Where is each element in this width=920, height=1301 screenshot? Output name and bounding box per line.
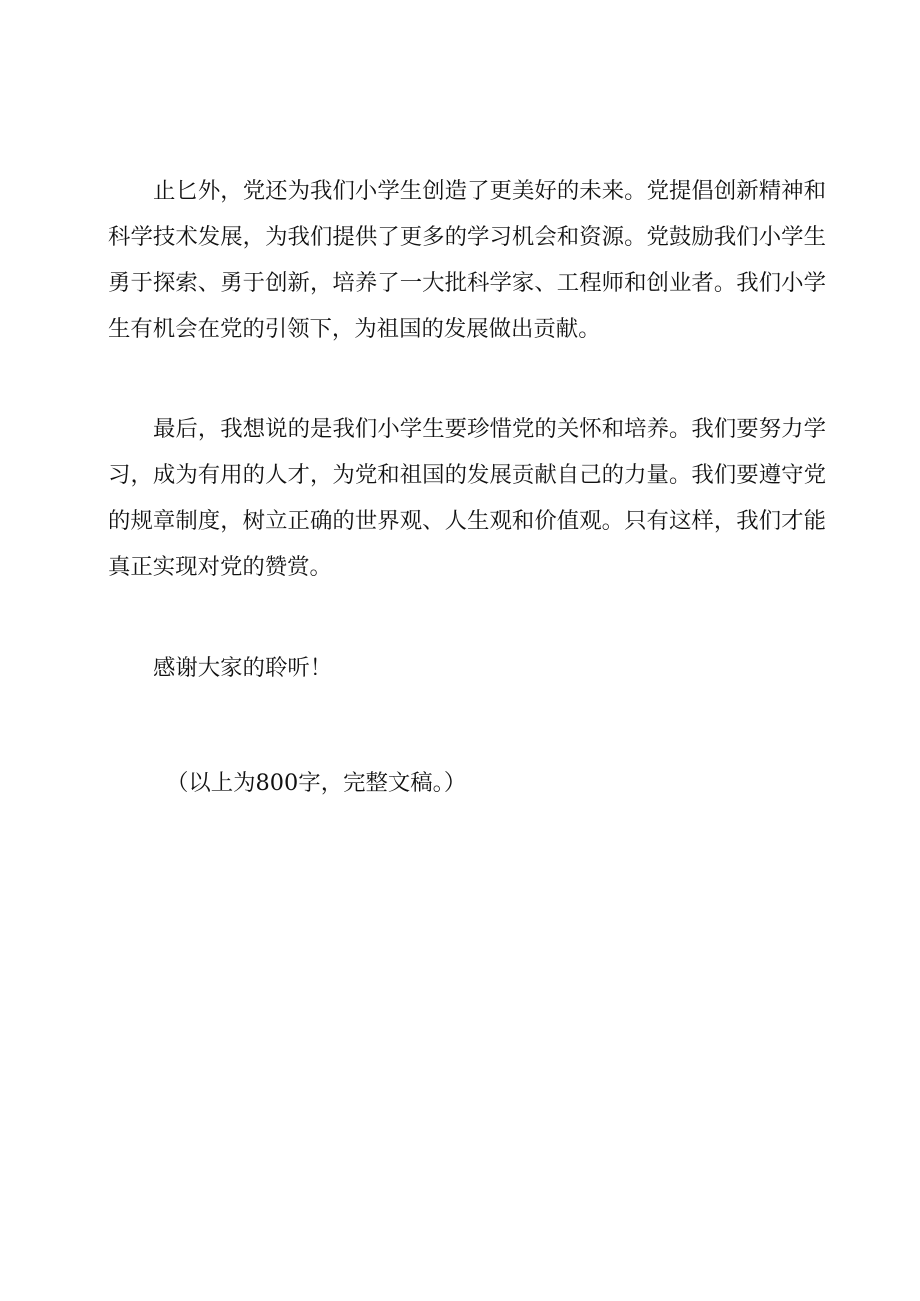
paragraph-conclusion: 最后，我想说的是我们小学生要珍惜党的关怀和培养。我们要努力学习，成为有用的人才，为党和祖国的发展贡献自己的力量。我们要遵守党的规章制度，树立正确的世界观、人生观和价值观。只有这样，我们才能真正实现对党的赞赏。 bbox=[108, 416, 826, 580]
paragraph-word-count-note: （以上为800字，完整文稿。） bbox=[166, 770, 467, 796]
paragraph-future: 止匕外，党还为我们小学生创造了更美好的未来。党提倡创新精神和科学技术发展，为我们提供了更多的学习机会和资源。党鼓励我们小学生勇于探索、勇于创新，培养了一大批科学家、工程师和创业者。我们小学生有机会在党的引领下，为祖国的发展做出贡献。 bbox=[108, 178, 826, 342]
paragraph-thanks: 感谢大家的聆听！ bbox=[153, 655, 333, 681]
